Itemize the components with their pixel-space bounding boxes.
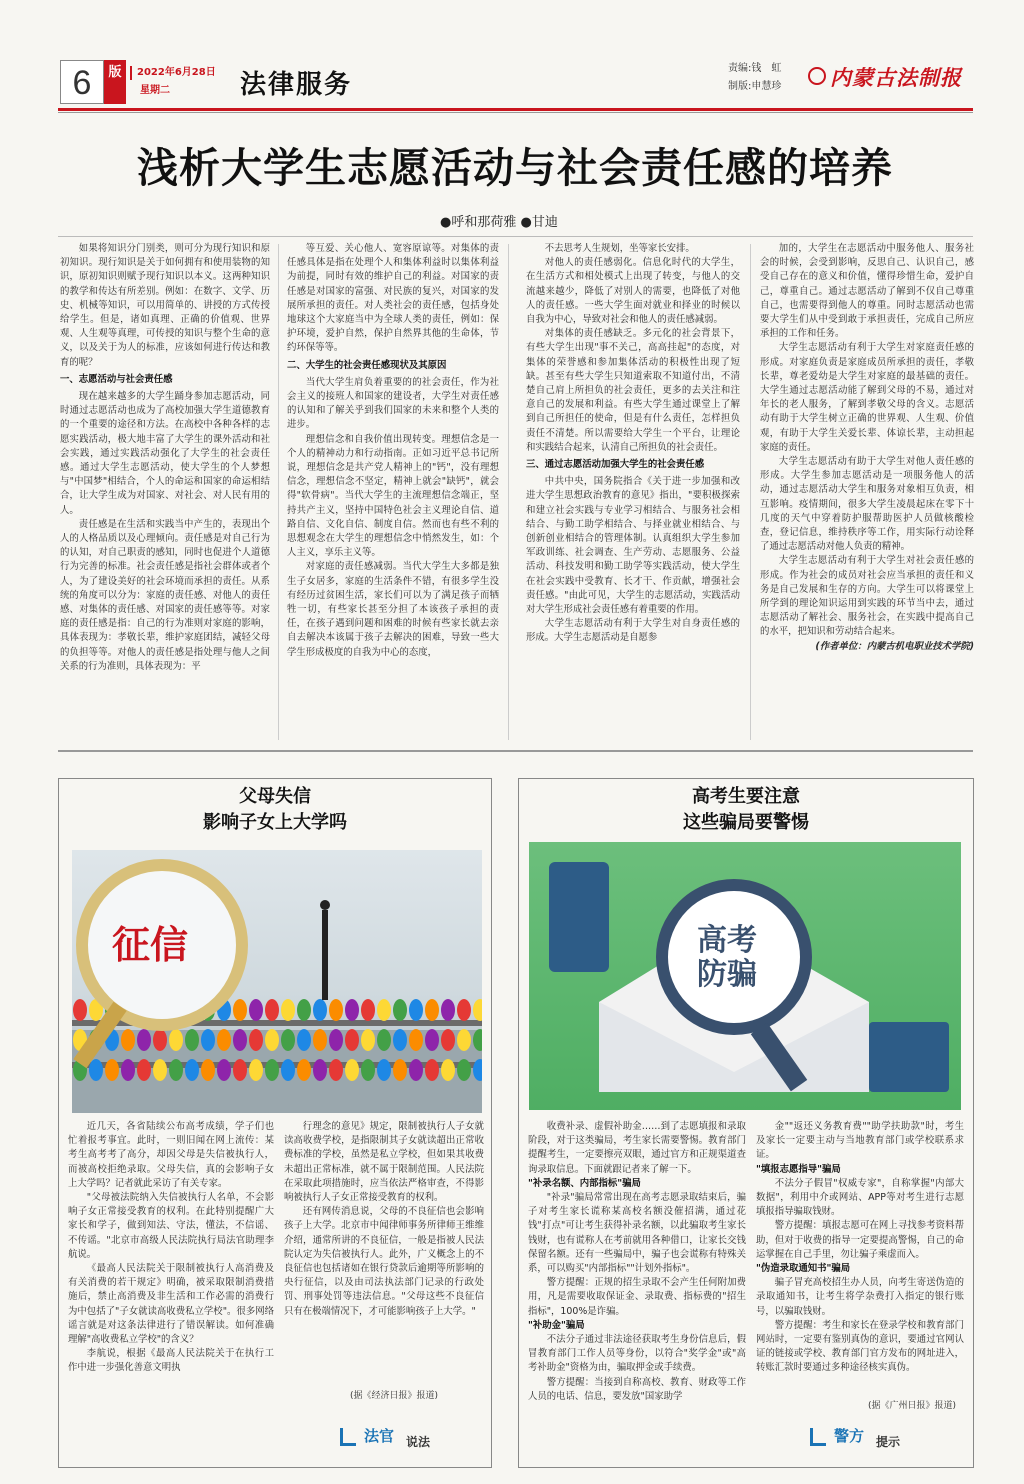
abacus-bead	[201, 1059, 215, 1081]
paragraph: 现在越来越多的大学生踊身参加志愿活动，同时通过志愿活动也成为了高校加强大学生道德教育的一个重要的途径和方法。在高校中各种各样的志愿实践活动，极大地丰富了大学生的课外活动和社会实践，通过实践活动强化了大学生的社会责任感。通过大学生志愿活动，使大学生的个人梦想与"中国梦"相结合，个人的命运和国家的命运相结合，让大学生成为对国家、对社会、对人民有用的人。	[60, 391, 270, 516]
abacus-bead	[265, 999, 279, 1021]
paragraph: 近几天，各省陆续公布高考成绩，学子们也忙着报考事宜。此时，一则旧闻在网上流传：某考生高考考了高分，却因父母是失信被执行人，而被高校拒绝录取。父母失信，真的会影响子女上大学吗？记者就此采访了有关专家。	[68, 1121, 274, 1189]
article-column-1	[60, 242, 270, 742]
abacus-bead	[409, 1029, 423, 1051]
paragraph: 行理念的意见》规定，限制被执行人子女就读高收费学校，是指限制其子女就读超出正常收费标准的学校，虽然是私立学校，但如果其收费未超出正常标准，就不属于限制范围。人民法院在采取此项措施时，应当依法严格审查，不得影响被执行人子女正常接受教育的权利。	[284, 1121, 484, 1204]
article-byline: ●呼和那荷雅 ●甘迪	[440, 215, 558, 230]
abacus-bead	[457, 1029, 471, 1051]
abacus-bead	[169, 1029, 183, 1051]
article-column-2	[287, 242, 499, 742]
footer-suffix-police: 提示	[876, 1435, 901, 1449]
paragraph: 不法分子假冒"权威专家"，自称掌握"内部大数据"，利用中介或网站、APP等对考生进行志愿填报指导骗取钱财。	[756, 1177, 964, 1218]
footer-label-police: 警方	[834, 1427, 865, 1445]
subheading: "填报志愿指导"骗局	[756, 1163, 841, 1175]
abacus-bead	[73, 999, 87, 1021]
paragraph: 理想信念和自我价值出现转变。理想信念是一个人的精神动力和行动指南。正如习近平总书记所说，理想信念是共产党人精神上的"钙"，没有理想信念，理想信念不坚定，精神上就会"缺钙"，就会得"软骨病"。当代大学生的主流理想信念端正，坚持共产主义，坚持中国特色社会主义理论自信、道路自信、文化自信、制度自信。然而也有些不利的思想观念在大学生的理想信念中悄然发生，如：个人主义，享乐主义等。	[287, 433, 499, 559]
abacus-bead	[393, 1059, 407, 1081]
abacus-bead	[345, 1029, 359, 1051]
abacus-bead	[329, 999, 343, 1021]
credit-photo	[72, 850, 482, 1113]
credit-story-source: (据《经济日报》报道)	[350, 1391, 439, 1401]
credit-story-title-2: 影响子女上大学吗	[203, 812, 347, 833]
article-column-4	[760, 242, 974, 742]
abacus-bead	[137, 1059, 151, 1081]
paragraph: 《最高人民法院关于限制被执行人高消费及有关消费的若干规定》明确，被采取限制消费措施后，禁止高消费及非生活和工作必需的消费行为中包括了"子女就读高收费私立学校"。很多网络谣言就是对这条法律进行了错误解读。如何准确理解"高收费私立学校"的含义？	[68, 1263, 274, 1346]
abacus-bead	[361, 999, 375, 1021]
paragraph: "补录"骗局常常出现在高考志愿录取结束后，骗子对考生家长谎称某高校名额没催招满，通过花钱"打点"可让考生获得补录名额，以此骗取考生家长钱财，也有谎称人在考前就用各种借口，让家长交钱保留名额。还有一些骗局中，骗子也会谎称有特殊关系，可以购买"内部指标""计划外指标"。	[528, 1192, 746, 1275]
column-divider	[278, 244, 279, 740]
abacus-bead	[345, 999, 359, 1021]
abacus-bead	[297, 999, 311, 1021]
abacus-bead	[297, 1029, 311, 1051]
abacus-bead	[153, 1029, 167, 1051]
fraud-story-title-1: 高考生要注意	[692, 786, 800, 807]
credit-story-title-1: 父母失信	[239, 786, 311, 807]
abacus-bead	[233, 1029, 247, 1051]
credit-caption: 征信	[112, 923, 189, 967]
abacus-bead	[409, 1059, 423, 1081]
fraud-caption-1: 高考	[697, 923, 757, 958]
abacus-bead	[169, 1059, 183, 1081]
abacus-bead	[441, 999, 455, 1021]
abacus-bead	[345, 1059, 359, 1081]
paragraph: 警方提醒：正规的招生录取不会产生任何附加费用，凡是需要收取保证金、录取费、指标费的"招生指标"，100%是诈骗。	[528, 1277, 746, 1317]
abacus-bead	[185, 1029, 199, 1051]
fraud-caption-2: 防骗	[697, 957, 757, 992]
newspaper-logo-icon	[808, 67, 826, 85]
abacus-bead	[329, 1059, 343, 1081]
paragraph: 骗子冒充高校招生办人员，向考生寄送伪造的录取通知书，让考生将学杂费打入指定的银行账号，以骗取钱财。	[756, 1277, 964, 1317]
paragraph: 大学生志愿活动有利于大学生对自身责任感的形成。大学生志愿活动是自愿参	[526, 618, 740, 644]
fraud-story-title-2: 这些骗局要警惕	[683, 812, 809, 833]
article-column-3	[526, 242, 740, 742]
abacus-bead	[377, 1059, 391, 1081]
abacus-bead	[249, 999, 263, 1021]
paragraph: "父母被法院纳入失信被执行人名单，不会影响子女正常接受教育的权利。在此特别提醒广大家长和学子，做到知法、守法，懂法，不信谣、不传谣。"北京市高级人民法院执行局法官助理李航说。	[68, 1192, 274, 1260]
paragraph: 当代大学生肩负着重要的的社会责任，作为社会主义的接班人和国家的建设者，大学生对责任感的认知和了解关乎到我们国家的未来和整个人类的进步。	[287, 376, 499, 431]
editor-credit: 责编:钱 虹	[728, 63, 782, 74]
paragraph: 加的，大学生在志愿活动中服务他人、服务社会的时候，会受到影响，反思自己、认识自己，感受自己存在的意义和价值，懂得珍惜生命，爱护自己，尊重自己。通过志愿活动了解到不仅自己尊重自己，也需要得到他人的尊重。同时志愿活动也需要大学生们从中受到敢于承担责任，完成自己所应承担的工作和任务。	[760, 243, 974, 340]
page-suffix: 版	[104, 60, 126, 104]
abacus-bead	[361, 1029, 375, 1051]
police-icon	[810, 1428, 826, 1446]
abacus-bead	[441, 1029, 455, 1051]
abacus-bead	[201, 1029, 215, 1051]
abacus-bead	[473, 999, 482, 1021]
issue-date: 2022年6月28日	[130, 66, 216, 80]
paragraph: 警方提醒：考生和家长在登录学校和教育部门网站时，一定要有鉴别真伪的意识，要通过官网认证的链接或学校、教育部门官方发布的网址进入，转账汇款时要通过多种途径核实真伪。	[756, 1319, 964, 1374]
section-title: 法律服务	[240, 70, 353, 100]
paragraph: 等互爱、关心他人、宽容原谅等。对集体的责任感具体是指在处理个人和集体利益时以集体利益为前提，同时有效的维护自己的利益。对国家的责任感是对国家的富强、对民族的复兴，对国家的发展所承担的责任。对人类社会的责任感，包括身处地球这个大家庭当中为全球人类的责任，例如：保护环境，爱护自然，保护自然界其他的生命体，节约环保等等。	[287, 243, 499, 354]
abacus-bead	[265, 1059, 279, 1081]
phone-icon	[549, 862, 609, 972]
subheading: "补录名额、内部指标"骗局	[528, 1177, 641, 1189]
credit-story-column-1	[68, 1120, 274, 1460]
abacus-bead	[457, 1059, 471, 1081]
abacus-bead	[393, 999, 407, 1021]
abacus-bead	[217, 1059, 231, 1081]
abacus-bead	[89, 1059, 103, 1081]
issue-weekday: 星期二	[140, 85, 170, 96]
abacus-bead	[425, 999, 439, 1021]
section-rule	[58, 750, 973, 752]
paragraph: 大学生志愿活动有利于大学生对家庭责任感的形成。对家庭负责是家庭成员所承担的责任，孝敬长辈，尊老爱幼是大学生对家庭的最基础的责任。大学生通过志愿活动能了解到父母的不易，通过对年长的老人服务，了解到孝敬父母的含义。志愿活动有助于大学生树立正确的世界观、人生观、价值观，有助于大学生关爱长辈、体谅长辈，主动担起家庭的责任。	[760, 342, 974, 453]
abacus-bead	[313, 999, 327, 1021]
footer-suffix-judge: 说法	[406, 1435, 431, 1449]
abacus-bead	[137, 1029, 151, 1051]
abacus-bead	[457, 999, 471, 1021]
paragraph: 李航说，根据《最高人民法院关于在执行工作中进一步强化善意文明执	[68, 1348, 274, 1374]
headline-divider	[58, 236, 973, 237]
article-headline: 浅析大学生志愿活动与社会责任感的培养	[137, 144, 893, 192]
abacus-bead	[281, 999, 295, 1021]
paragraph: 责任感是在生活和实践当中产生的，表现出个人的人格品质以及心理倾向。责任感是对自己行为的认知，对自己职责的感知，同时也促进个人道德行为完善的标准。社会责任感是指社会群体或者个人，为了建设美好的社会环境而承担的责任。从系统的角度可以分为：家庭的责任感、对他人的责任感、对集体的责任感、对国家的责任感等等。对家庭的责任感是指：自己的行为准则对家庭的影响，具体表现为：孝敬长辈，维护家庭团结，减轻父母的负担等等。对他人的责任感是指处理与他人之间关系的行为准则，具体表现为：平	[60, 518, 270, 672]
fraud-photo	[529, 842, 961, 1110]
abacus-bead	[249, 1059, 263, 1081]
abacus-bead	[121, 1059, 135, 1081]
abacus-bead	[329, 1029, 343, 1051]
abacus-bead	[313, 1059, 327, 1081]
abacus-magnifier-illustration	[72, 850, 482, 1113]
paragraph: 收费补录、虚假补助金……到了志愿填报和录取阶段，对于这类骗局，考生家长需要警惕。教育部门提醒考生，一定要擦亮双眼，通过官方和正规渠道查询录取信息。下面就跟记者来了解一下。	[528, 1121, 746, 1175]
subheading: "伪造录取通知书"骗局	[756, 1263, 851, 1275]
paragraph: 大学生志愿活动有利于大学生对社会责任感的形成。作为社会的成员对社会应当承担的责任和义务是自己发展和生存的方向。大学生可以将课堂上所学到的理论知识运用到实践的环节当中去，通过志愿活动了解社会、服务社会，在实践中提高自己的水平，把知识和劳动结合起来。	[760, 555, 974, 638]
paragraph: 如果将知识分门别类，则可分为现行知识和原初知识。现行知识是关于如何拥有和使用装物的知识，原初知识则赋予现行知识以本义。这两种知识的教学和传达有所差别。例如：在数字、文学、历史、机械等知识，可以用简单的、讲授的方式传授给学生。但是，诸如真理、正确的价值观、世界观、人生观等真理，可传授的知识与整个生命的意义，以及关于为人的标准，应该如何进行传达和教育的呢？	[60, 243, 270, 368]
abacus-bead	[377, 1029, 391, 1051]
abacus-bead	[281, 1059, 295, 1081]
abacus-bead	[265, 1029, 279, 1051]
abacus-bead	[185, 1059, 199, 1081]
abacus-bead	[393, 1029, 407, 1051]
abacus-bead	[233, 999, 247, 1021]
fraud-story-column-1	[528, 1120, 746, 1460]
paragraph: 警方提醒：当接到自称高校、教育、财政等工作人员的电话、信息，要发放"国家助学	[528, 1376, 746, 1402]
abacus-bead	[313, 1029, 327, 1051]
paragraph: 金""返还义务教育费""助学扶助款"时，考生及家长一定要主动与当地教育部门或学校联系求证。	[756, 1121, 964, 1161]
abacus-bead	[105, 1059, 119, 1081]
section-heading: 一、志愿活动与社会责任感	[60, 373, 173, 385]
fraud-story-column-2	[756, 1120, 964, 1382]
newspaper-name: 内蒙古法制报	[830, 65, 962, 90]
abacus-bead	[217, 1029, 231, 1051]
abacus-bead	[153, 1059, 167, 1081]
paragraph: 大学生志愿活动有助于大学生对他人责任感的形成。大学生参加志愿活动是一项服务他人的活动，通过志愿活动大学生和服务对象相互负责，相互影响。疫情期间，很多大学生凌晨起床在零下十几度的天气中穿着防护服帮助医护人员做核酸检查，登记信息，维持秩序等工作，用实际行动诠释了通过志愿活动对他人负责的精神。	[760, 456, 974, 553]
abacus-bead	[249, 1029, 263, 1051]
fraud-story-source: (据《广州日报》报道)	[868, 1401, 957, 1411]
paragraph: 对他人的责任感弱化。信息化时代的大学生，在生活方式和相处模式上出现了转变，与他人的交流越来越少，降低了对别人的需要，也降低了对他人的责任感。一些大学生面对就业和择业的时候以自我为中心，导致对社会和他人的责任感减弱。	[526, 257, 740, 326]
abacus-bead	[409, 999, 423, 1021]
abacus-bead	[233, 1059, 247, 1081]
figurine-icon	[322, 910, 328, 1000]
page-number: 6	[60, 60, 104, 104]
paragraph: 不去思考人生规划，坐等家长安排。	[544, 243, 695, 254]
footer-label-judge: 法官	[364, 1427, 395, 1445]
paragraph: (作者单位：内蒙古机电职业技术学院)	[815, 640, 974, 652]
column-divider	[750, 244, 751, 740]
subheading: "补助金"骗局	[528, 1319, 585, 1331]
abacus-bead	[361, 1059, 375, 1081]
abacus-bead	[425, 1029, 439, 1051]
header-rule	[58, 108, 973, 111]
credit-story-column-2	[284, 1120, 484, 1382]
paragraph: 还有网传消息说，父母的不良征信也会影响孩子上大学。北京市中闻律师事务所律师王维维介绍，通常所讲的不良征信，一般是指被人民法院认定为失信被执行人。此外，广义概念上的不良征信也包括诸如在银行贷款后逾期等所影响的央行征信，以及由司法执法部门记录的行政处罚、刑事处罚等违法信息。"父母这些不良征信只有在极端情况下，才可能影响孩子上大学。"	[284, 1206, 484, 1317]
section-heading: 二、大学生的社会责任感现状及其原因	[287, 359, 447, 371]
paragraph: 警方提醒：填报志愿可在网上寻找参考资料帮助，但对于收费的指导一定要提高警惕，自己的命运掌握在自己手里，勿让骗子乘虚而入。	[756, 1220, 964, 1260]
gavel-icon	[340, 1428, 356, 1446]
abacus-bead	[297, 1059, 311, 1081]
paragraph: 中共中央，国务院指合《关于进一步加强和改进大学生思想政治教育的意见》指出，"要积极探索和建立社会实践与专业学习相结合、与服务社会相结合、与勤工助学相结合、与择业就业相结合、与创新创业相结合的管理体制。认真组织大学生参加军政训练、社会调查、生产劳动、志愿服务、公益活动、科技发明和勤工助学等实践活动，使大学生在社会实践中受教育、长才干、作贡献，增强社会责任感。"由此可见，大学生的志愿活动，实践活动对大学生形成社会责任感有着重要的作用。	[526, 476, 740, 616]
abacus-bead	[377, 999, 391, 1021]
section-heading: 三、通过志愿活动加强大学生的社会责任感	[526, 459, 705, 471]
paragraph: 不法分子通过非法途径获取考生身份信息后，假冒教育部门工作人员等身份，以符合"奖学金"或"高考补助金"资格为由，骗取押金或手续费。	[528, 1334, 746, 1374]
abacus-bead	[121, 1029, 135, 1051]
paragraph: 对家庭的责任感减弱。当代大学生大多都是独生子女居多，家庭的生活条件不错，有很多学生没有经历过贫困生活，家长们可以为了满足孩子而牺牲一切，有些家长甚至分担了本该孩子承担的责任，在孩子遇到问题和困难的时候有些家长就去亲自去解决本该属于孩子去解决的困难，导致一些大学生形成极度的自我为中心的态度，	[287, 561, 499, 658]
paragraph: 对集体的责任感缺乏。多元化的社会背景下，有些大学生出现"事不关己，高高挂起"的态度，对集体的荣誉感和参加集体活动的积极性出现了短缺。甚至有些大学生只知道索取不知道付出，不清楚自己肩上所担负的社会责任，更多的去关注和注意自己的发展和利益。有些大学生通过课堂上了解到自己所担任的使命，但是有什么责任，怎样担负责任不清楚。所以需要给大学生一个平台，让理论和实践结合起来，认清自己所担负的社会责任。	[526, 328, 740, 453]
header-rule-thin	[58, 112, 973, 113]
envelope-magnifier-illustration	[529, 842, 961, 1110]
producer-credit: 制版:申慧珍	[728, 81, 782, 92]
abacus-bead	[281, 1029, 295, 1051]
column-divider	[508, 244, 509, 740]
abacus-bead	[441, 1059, 455, 1081]
abacus-bead	[425, 1059, 439, 1081]
